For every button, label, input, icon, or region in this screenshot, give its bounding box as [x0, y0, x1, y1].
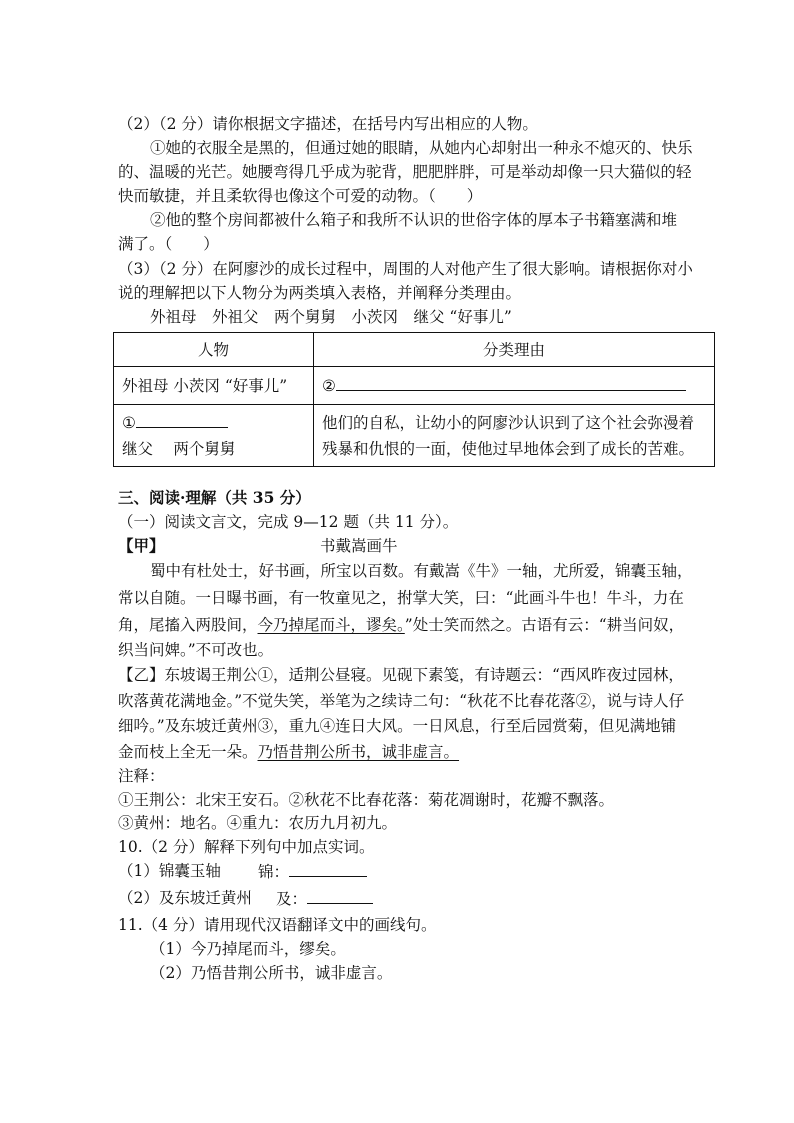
header-reason: 分类理由 — [314, 333, 715, 367]
header-person: 人物 — [114, 333, 314, 367]
row1-reason-mark: ② — [322, 376, 336, 395]
q2-item2-line2: 满了。（ ） — [118, 235, 219, 253]
q10-b — [118, 887, 252, 909]
q10-b-answer — [276, 887, 373, 910]
jia-title: 书戴嵩画牛 — [320, 537, 398, 555]
table-header-row — [114, 333, 715, 367]
row2-reason-line2: 残暴和仇恨的一面，使他过早地体会到了成长的苦难。 — [322, 439, 695, 458]
yi-underlined-sentence: 乃悟昔荆公所书，诚非虚言。 — [257, 743, 460, 761]
jia-underlined-sentence: 今乃掉尾而斗，谬矣。 — [257, 616, 405, 634]
yi-line1: 【乙】东坡谒王荆公①，适荆公昼寝。见砚下素笺，有诗题云：“西风昨夜过园林， — [118, 666, 684, 684]
q11-stem: 11.（4 分）请用现代汉语翻译文中的画线句。 — [118, 916, 437, 934]
row2-reason-line1: 他们的自私，让幼小的阿廖沙认识到了这个社会弥漫着 — [322, 413, 695, 432]
notes-label: 注释： — [118, 767, 165, 785]
row1-reason — [314, 367, 715, 405]
q10-b-blank[interactable] — [307, 887, 373, 904]
q11-a: （1）今乃掉尾而斗，缪矣。 — [150, 940, 346, 958]
q10-stem: 10.（2 分）解释下列句中加点实词。 — [118, 838, 375, 856]
yi-line2: 吹落黄花满地金。”不觉失笑，举笔为之续诗二句：“秋花不比春花落②，说与诗人仔 — [118, 692, 685, 710]
q10-b-text: （2）及东坡迁黄州 — [118, 889, 252, 907]
row2-person — [114, 405, 314, 467]
row2-person-blank[interactable] — [136, 427, 228, 428]
section3-heading: 三、阅读·理解（共 35 分） — [118, 488, 311, 507]
q10-a-blank[interactable] — [289, 860, 367, 877]
q2-stem: （2）（2 分）请你根据文字描述，在括号内写出相应的人物。 — [118, 115, 538, 133]
jia-tag: 【甲】 — [118, 536, 165, 555]
q10-b-word: 及： — [276, 890, 308, 908]
row2-person-mark: ① — [122, 413, 136, 432]
row1-reason-blank[interactable] — [336, 390, 686, 391]
part1-instruction: （一）阅读文言文，完成 9—12 题（共 11 分）。 — [118, 513, 459, 531]
q2-item1-line1: ①她的衣服全是黑的，但通过她的眼睛，从她内心却射出一种永不熄灭的、快乐 — [150, 139, 693, 157]
jia-line3-a: 角，尾搐入两股间， — [118, 616, 258, 634]
jia-line2: 常以自随。一日曝书画，有一牧童见之，拊掌大笑，曰：“此画斗牛也！牛斗，力在 — [118, 589, 684, 607]
q10-a-text: （1）锦囊玉轴 — [118, 862, 221, 880]
classification-table — [113, 332, 715, 467]
table-row — [114, 405, 715, 467]
q2-item2-line1: ②他的整个房间都被什么箱子和我所不认识的世俗字体的厚本子书籍塞满和堆 — [150, 211, 678, 229]
q2-item1-line2: 的、温暖的光芒。她腰弯得几乎成为驼背，肥肥胖胖，可是举动却像一只大猫似的轻 — [118, 163, 692, 181]
q3-people-list: 外祖母 外祖父 两个舅舅 小茨冈 继父 “好事儿” — [150, 308, 512, 326]
table-row — [114, 367, 715, 405]
row2-person-line2: 继父 两个舅舅 — [122, 439, 236, 458]
q10-a-word: 锦： — [258, 863, 290, 881]
q10-a — [118, 860, 221, 882]
jia-line4: 织当问婢。”不可改也。 — [118, 641, 274, 659]
yi-line4 — [118, 741, 459, 763]
jia-line3-c: ”处士笑而然之。古语有云：“耕当问奴， — [404, 616, 685, 634]
q10-a-answer — [258, 860, 367, 883]
jia-line1: 蜀中有杜处士，好书画，所宝以百数。有戴嵩《牛》一轴，尤所爱，锦囊玉轴， — [150, 562, 693, 580]
row1-person: 外祖母 小茨冈 “好事儿” — [114, 367, 314, 405]
q11-b: （2）乃悟昔荆公所书，诚非虚言。 — [150, 964, 393, 982]
q3-stem-line2: 说的理解把以下人物分为两类填入表格，并阐释分类理由。 — [118, 284, 522, 302]
q2-item1-line3: 快而敏捷，并且柔软得也像这个可爱的动物。（ ） — [118, 187, 483, 205]
q3-stem-line1: （3）（2 分）在阿廖沙的成长过程中，周围的人对他产生了很大影响。请根据你对小 — [118, 260, 693, 278]
yi-line4-a: 金而枝上全无一朵。 — [118, 743, 258, 761]
jia-line3 — [118, 614, 684, 636]
notes-line2: ③黄州：地名。④重九：农历九月初九。 — [118, 814, 398, 832]
yi-line3: 细吟。”及东坡迁黄州③，重九④连日大风。一日风息，行至后园赏菊，但见满地铺 — [118, 717, 677, 735]
row2-reason — [314, 405, 715, 467]
notes-line1: ①王荆公：北宋王安石。②秋花不比春花落：菊花凋谢时，花瓣不飘落。 — [118, 791, 615, 809]
